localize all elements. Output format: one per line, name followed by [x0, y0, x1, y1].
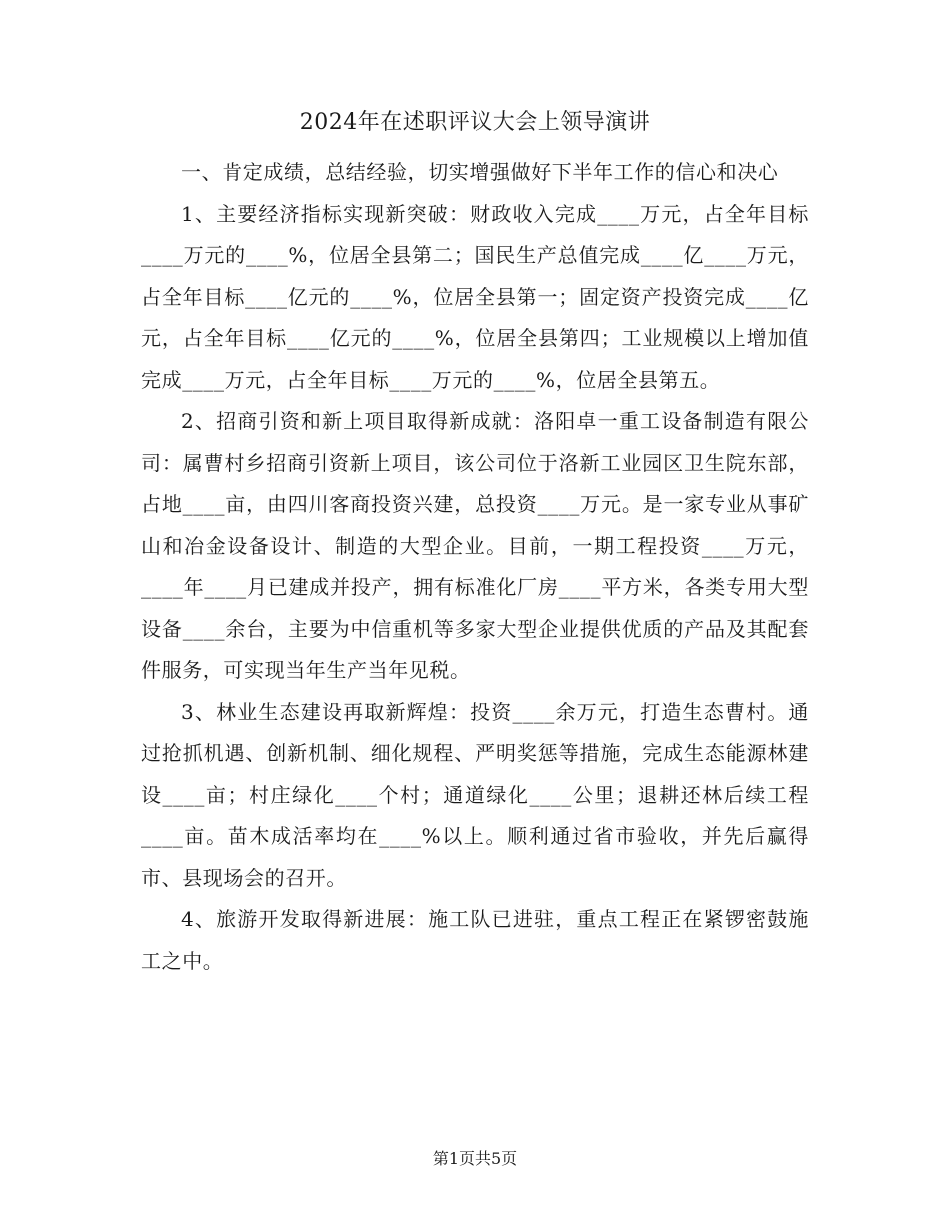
document-body	[141, 152, 809, 982]
document-title: 2024年在述职评议大会上领导演讲	[299, 110, 651, 135]
paragraph-investment-projects: 2、招商引资和新上项目取得新成就：洛阳卓一重工设备制造有限公司：属曹村乡招商引资新上项目，该公司位于洛新工业园区卫生院东部，占地____亩，由四川客商投资兴建，总投资____万元。是一家专业从事矿山和冶金设备设计、制造的大型企业。目前，一期工程投资____万元，____年____月已建成并投产，拥有标准化厂房____平方米，各类专用大型设备____余台，主要为中信重机等多家大型企业提供优质的产品及其配套件服务，可实现当年生产当年见税。	[141, 409, 809, 682]
paragraph-forestry-ecology: 3、林业生态建设再取新辉煌：投资____余万元，打造生态曹村。通过抢抓机遇、创新机制、细化规程、严明奖惩等措施，完成生态能源林建设____亩；村庄绿化____个村；通道绿化____公里；退耕还林后续工程____亩。苗木成活率均在____%以上。顺利通过省市验收，并先后赢得市、县现场会的召开。	[141, 699, 809, 890]
paragraph-section-heading: 一、肯定成绩，总结经验，切实增强做好下半年工作的信心和决心	[181, 160, 779, 184]
page-number-footer: 第1页共5页	[432, 1149, 518, 1168]
paragraph-economic-indicators: 1、主要经济指标实现新突破：财政收入完成____万元，占全年目标____万元的____%，位居全县第二；国民生产总值完成____亿____万元，占全年目标____亿元的____%，位居全县第一；固定资产投资完成____亿元，占全年目标____亿元的____%，位居全县第四；工业规模以上增加值完成____万元，占全年目标____万元的____%，位居全县第五。	[141, 201, 809, 392]
paragraph-tourism-development: 4、旅游开发取得新进展：施工队已进驻，重点工程正在紧锣密鼓施工之中。	[141, 907, 809, 973]
